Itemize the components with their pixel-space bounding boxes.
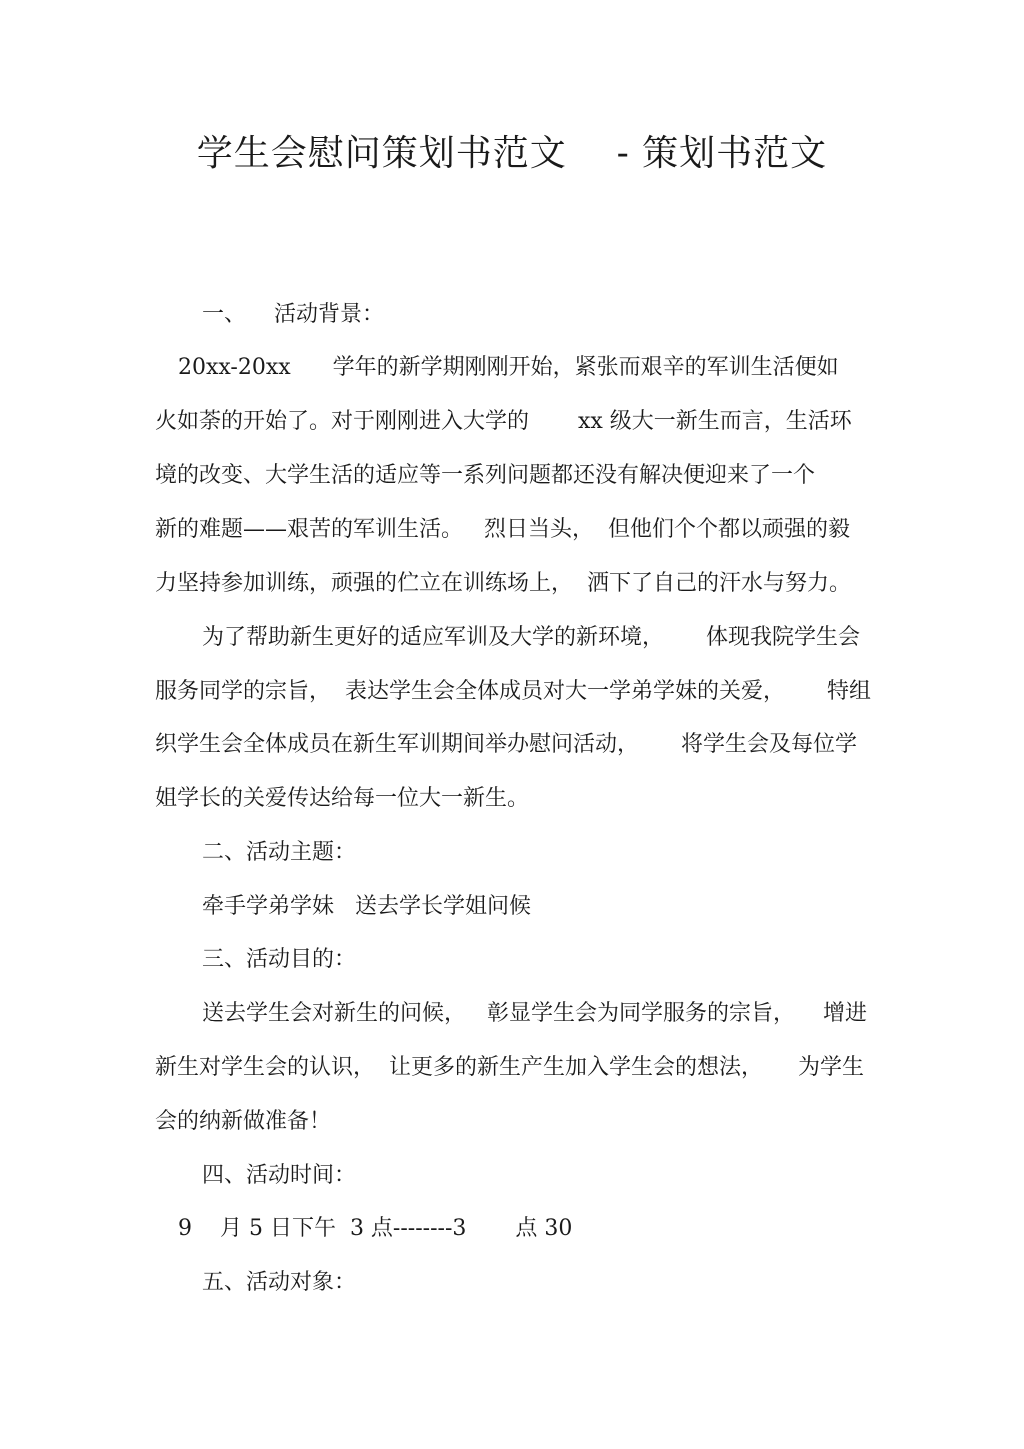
paragraph-line: 新生对学生会的认识， 让更多的新生产生加入学生会的想法， 为学生 [155, 1055, 864, 1080]
section-heading-purpose: 三、活动目的： [202, 947, 357, 972]
paragraph-line: 服务同学的宗旨， 表达学生会全体成员对大一学弟学妹的关爱， 特组 [155, 679, 871, 704]
section-heading-time: 四、活动时间： [202, 1163, 357, 1188]
document-title: 学生会慰问策划书范文 - 策划书范文 [196, 133, 828, 174]
section-heading-audience: 五、活动对象： [202, 1270, 357, 1295]
paragraph-line: 力坚持参加训练，顽强的伫立在训练场上， 洒下了自己的汗水与努力。 [155, 571, 851, 596]
section-heading-background: 一、 活动背景： [202, 302, 384, 327]
paragraph-line: 20xx-20xx 学年的新学期刚刚开始，紧张而艰辛的军训生活便如 [178, 355, 839, 380]
paragraph-line: 9 月 5 日下午 3 点--------3 点 30 [178, 1216, 573, 1241]
paragraph-line: 火如荼的开始了。对于刚刚进入大学的 xx 级大一新生而言，生活环 [155, 409, 852, 434]
paragraph-line: 送去学生会对新生的问候， 彰显学生会为同学服务的宗旨， 增进 [202, 1001, 867, 1026]
paragraph-line: 为了帮助新生更好的适应军训及大学的新环境， 体现我院学生会 [202, 625, 860, 650]
paragraph-line: 姐学长的关爱传达给每一位大一新生。 [155, 786, 530, 811]
paragraph-line: 牵手学弟学妹 送去学长学姐问候 [202, 894, 531, 919]
section-heading-theme: 二、活动主题： [202, 840, 357, 865]
paragraph-line: 境的改变、大学生活的适应等一系列问题都还没有解决便迎来了一个 [155, 463, 816, 488]
paragraph-line: 织学生会全体成员在新生军训期间举办慰问活动， 将学生会及每位学 [155, 732, 857, 757]
paragraph-line: 新的难题——艰苦的军训生活。 烈日当头， 但他们个个都以顽强的毅 [155, 517, 850, 542]
paragraph-line: 会的纳新做准备！ [155, 1109, 332, 1134]
